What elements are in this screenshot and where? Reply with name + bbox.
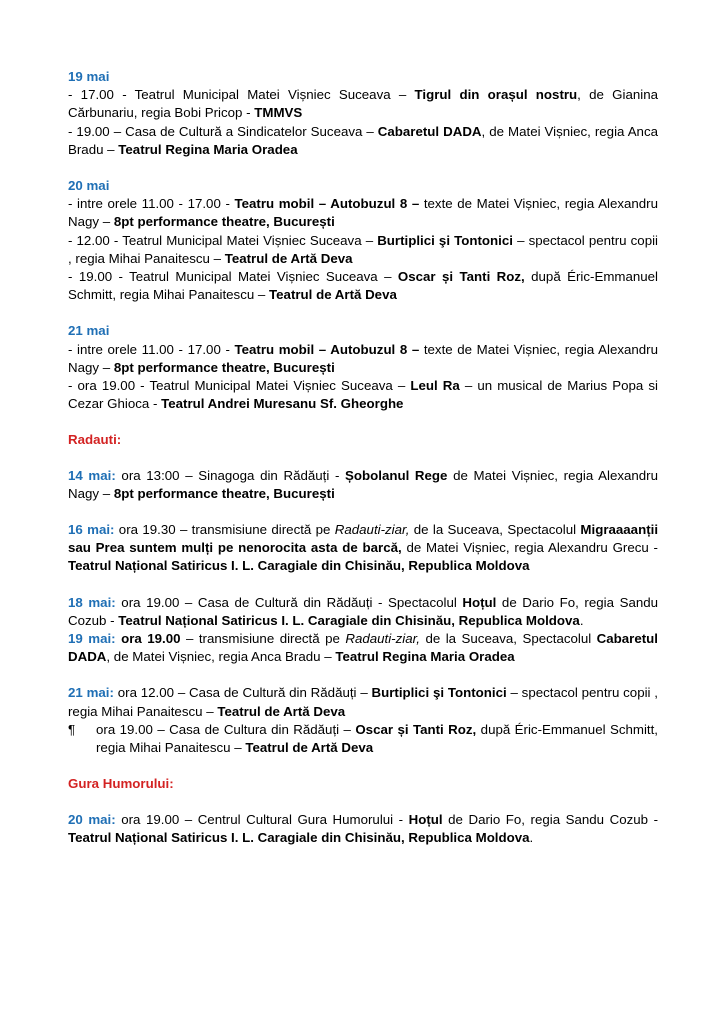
schedule-21-mai — [68, 322, 658, 413]
date-heading: 19 mai — [68, 69, 110, 84]
document-page — [68, 68, 658, 865]
event-line: - ora 19.00 - Teatrul Municipal Matei Vișniec Suceava – Leul Ra – un musical de Marius Popa si Cezar Ghioca - Teatrul Andrei Muresanu Sf. Gheorghe — [68, 378, 658, 412]
section-heading-radauti: Radauti: — [68, 432, 122, 448]
event-line: ¶ ora 19.00 – Casa de Cultura din Rădăuți – Oscar și Tanti Roz, după Éric-Emmanuel Schmitt, regia Mihai Panaitescu – Teatrul de Artă Deva — [68, 721, 659, 756]
section-heading-gura-humorului: Gura Humorului: — [68, 776, 174, 792]
schedule-19-mai — [68, 68, 658, 159]
event-line: - 12.00 - Teatrul Municipal Matei Vișniec Suceava – Burtiplici şi Tontonici – spectacol pentru copii , regia Mihai Panaitescu – Teatrul de Artă Deva — [68, 232, 659, 266]
radauti-14-mai: 14 mai: ora 13:00 – Sinagoga din Rădăuți - Șobolanul Rege de Matei Vișniec, regia Alexandru Nagy – 8pt performance theatre, București — [68, 467, 659, 501]
event-line: 19 mai: ora 19.00 – transmisiune directă pe Radauti-ziar, de la Suceava, Spectacolul Cabaretul DADA, de Matei Vișniec, regia Anca Bradu – Teatrul Regina Maria Oradea — [68, 631, 659, 665]
event-line: - 19.00 - Teatrul Municipal Matei Vișniec Suceava – Oscar și Tanti Roz, după Éric-Emmanuel Schmitt, regia Mihai Panaitescu – Teatrul de Artă Deva — [68, 269, 659, 303]
radauti-18-19-mai — [68, 594, 658, 667]
date-heading: 20 mai — [68, 178, 110, 194]
event-line: 18 mai: ora 19.00 – Casa de Cultură din Rădăuți - Spectacolul Hoțul de Dario Fo, regia Sandu Cozub - Teatrul Național Satiricus I. L. Caragiale din Chisinău, Republica Moldova. — [68, 594, 659, 628]
event-line: 21 mai: ora 12.00 – Casa de Cultură din Rădăuți – Burtiplici şi Tontonici – spectacol pentru copii , regia Mihai Panaitescu – Teatrul de Artă Deva — [68, 685, 658, 719]
event-line: - 17.00 - Teatrul Municipal Matei Vișniec Suceava – Tigrul din orașul nostru, de Gianina Cărbunariu, regia Bobi Pricop - TMMVS — [68, 87, 658, 121]
event-line: - intre orele 11.00 - 17.00 - Teatru mobil – Autobuzul 8 – texte de Matei Vișniec, regia Alexandru Nagy – 8pt performance theatre, București — [68, 196, 658, 230]
radauti-21-mai — [68, 684, 658, 757]
event-line: - 19.00 – Casa de Cultură a Sindicatelor Suceava – Cabaretul DADA, de Matei Vișniec, regia Anca Bradu – Teatrul Regina Maria Oradea — [68, 123, 658, 157]
schedule-20-mai — [68, 177, 658, 304]
pilcrow-mark: ¶ — [68, 721, 76, 737]
gura-20-mai: 20 mai: ora 19.00 – Centrul Cultural Gura Humorului - Hoțul de Dario Fo, regia Sandu Cozub - Teatrul Național Satiricus I. L. Caragiale din Chisinău, Republica Moldova. — [68, 811, 658, 845]
radauti-16-mai: 16 mai: ora 19.30 – transmisiune directă pe Radauti-ziar, de la Suceava, Spectacolul Migraaaanții sau Prea suntem mulți pe nenorocita asta de barcă, de Matei Vișniec, regia Alexandru Grecu - Teatrul Național Satiricus I. L. Caragiale din Chisinău, Republica Moldova — [68, 522, 659, 574]
date-heading: 21 mai — [68, 323, 110, 339]
event-line: - intre orele 11.00 - 17.00 - Teatru mobil – Autobuzul 8 – texte de Matei Vișniec, regia Alexandru Nagy – 8pt performance theatre, București — [68, 341, 658, 375]
